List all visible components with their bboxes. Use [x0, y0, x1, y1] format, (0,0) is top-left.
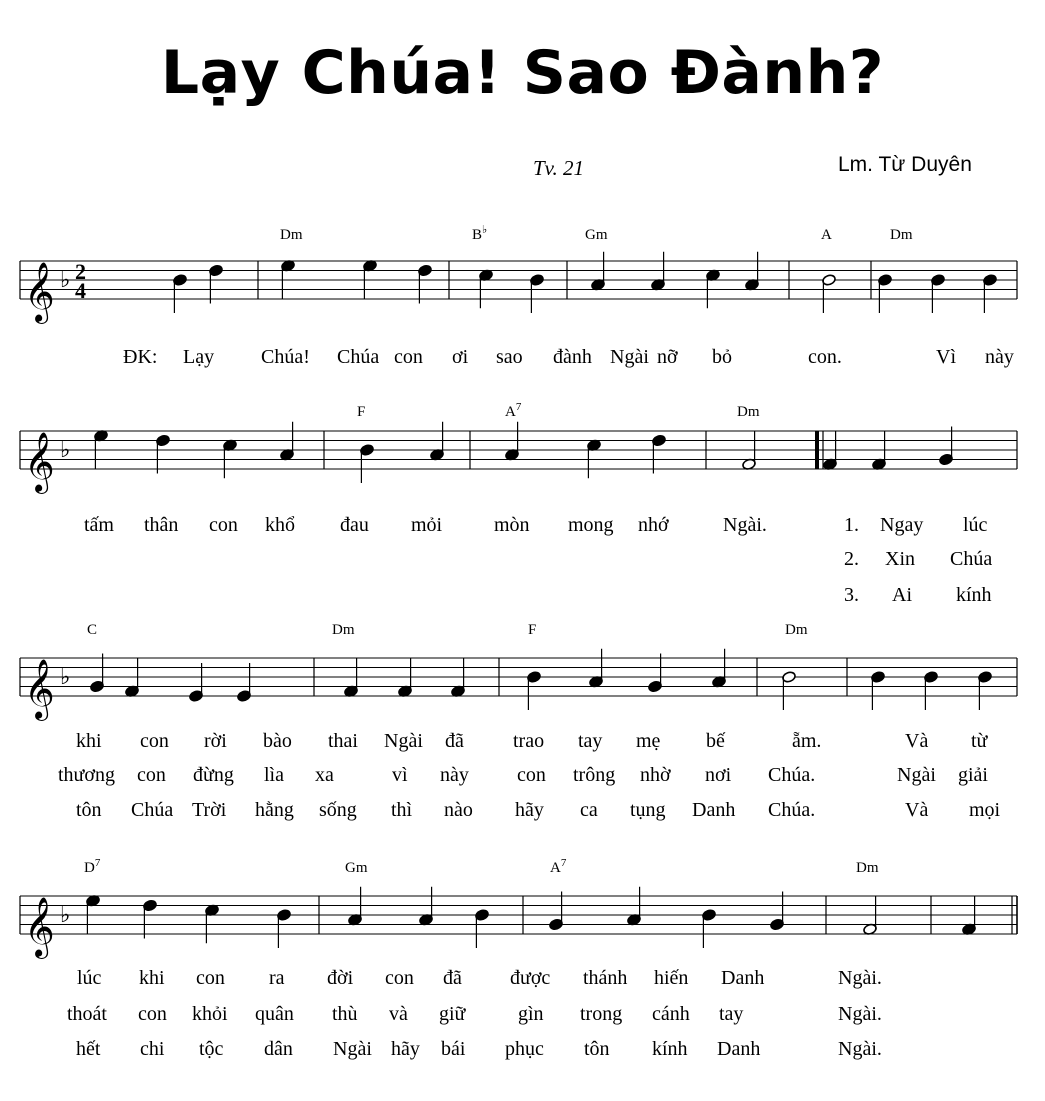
lyric-syllable: thoát — [67, 1003, 107, 1025]
lyric-syllable: sao — [496, 346, 523, 368]
lyric-syllable: gìn — [518, 1003, 544, 1025]
composer-credit: Lm. Từ Duyên — [838, 153, 972, 176]
lyric-syllable: bế — [706, 730, 725, 752]
chord-root: A — [505, 404, 516, 420]
song-title: Lạy Chúa! Sao Đành? — [160, 38, 885, 108]
lyric-syllable: Chúa. — [768, 764, 816, 786]
lyric-syllable: Chúa — [131, 799, 174, 821]
lyric-syllable: ca — [580, 799, 598, 821]
lyric-syllable: con — [137, 764, 166, 786]
lyric-syllable: con — [209, 514, 238, 536]
staff-system-4 — [20, 857, 1017, 1060]
lyric-syllable: xa — [315, 764, 334, 786]
lyric-syllable: ra — [269, 967, 285, 989]
lyric-syllable: kính — [956, 584, 992, 606]
lyric-syllable: Ngài. — [838, 967, 882, 989]
lyric-syllable: Xin — [885, 548, 915, 570]
treble-clef-icon: 𝄞 — [24, 264, 55, 321]
lyric-syllable: con — [140, 730, 169, 752]
lyric-syllable: trao — [513, 730, 545, 752]
chord-root: Dm — [737, 404, 760, 420]
lyric-syllable: chi — [140, 1038, 165, 1060]
lyric-syllable: hằng — [255, 799, 294, 821]
lyric-syllable: đã — [445, 730, 464, 752]
chord-symbol — [505, 401, 522, 420]
lyric-syllable: khổ — [265, 514, 295, 536]
lyric-syllable: rời — [204, 730, 227, 752]
lyric-syllable: đành — [553, 346, 592, 368]
lyric-syllable: nào — [444, 799, 473, 821]
lyric-syllable: Chúa — [950, 548, 993, 570]
lyric-syllable: tụng — [630, 799, 666, 821]
lyric-syllable: khỏi — [192, 1003, 228, 1025]
lyric-syllable: sống — [319, 799, 357, 821]
lyric-syllable: giải — [958, 764, 988, 786]
lyric-syllable: Danh — [721, 967, 765, 989]
lyric-syllable: Danh — [717, 1038, 761, 1060]
chord-symbol — [528, 622, 536, 638]
chord-symbol — [84, 857, 101, 876]
lyric-syllable: mỏi — [411, 514, 443, 536]
lyric-syllable: bỏ — [712, 346, 732, 368]
lyric-syllable: ĐK: — [123, 346, 158, 368]
chord-symbol — [345, 860, 368, 876]
lyric-syllable: Chúa. — [768, 799, 816, 821]
lyric-syllable: hết — [76, 1038, 101, 1060]
lyric-syllable: mẹ — [636, 730, 661, 752]
lyric-syllable: đau — [340, 514, 369, 536]
chord-root: A — [550, 860, 561, 876]
lyric-syllable: mọi — [969, 799, 1001, 821]
lyric-syllable: bái — [441, 1038, 466, 1060]
chord-symbol — [585, 227, 608, 243]
lyric-syllable: lúc — [77, 967, 102, 989]
lyric-syllable: con — [385, 967, 414, 989]
lyric-syllable: phục — [505, 1038, 544, 1060]
lyric-syllable: vì — [392, 764, 408, 786]
lyric-syllable: lìa — [264, 764, 284, 786]
lyric-syllable: hiến — [654, 967, 689, 989]
lyric-syllable: tấm — [84, 514, 114, 536]
lyric-syllable: này — [440, 764, 469, 786]
lyric-syllable: Ngài. — [838, 1038, 882, 1060]
chord-extension: ♭ — [482, 224, 488, 236]
chord-symbol — [821, 227, 832, 243]
lyric-syllable: tôn — [76, 799, 102, 821]
lyric-syllable: từ — [971, 730, 988, 752]
lyric-syllable: Ngài — [610, 346, 649, 368]
lyric-syllable: thân — [144, 514, 179, 536]
lyric-syllable: con — [196, 967, 225, 989]
chord-root: D — [84, 860, 95, 876]
psalm-reference: Tv. 21 — [533, 156, 584, 180]
lyric-syllable: Ngài — [897, 764, 936, 786]
chord-symbol — [472, 224, 487, 243]
chord-symbol — [737, 404, 760, 420]
chord-root: Gm — [345, 860, 368, 876]
chord-root: A — [821, 227, 832, 243]
lyric-syllable: lúc — [963, 514, 988, 536]
lyric-syllable: ơi — [452, 346, 469, 368]
staff-system-1 — [20, 224, 1017, 368]
lyric-syllable: mong — [568, 514, 614, 536]
lyric-syllable: khi — [76, 730, 102, 752]
lyric-syllable: thánh — [583, 967, 628, 989]
lyric-syllable: đừng — [193, 764, 234, 786]
chord-root: Dm — [280, 227, 303, 243]
chord-extension: 7 — [94, 857, 101, 869]
lyric-syllable: 3. — [844, 584, 859, 606]
chord-symbol — [87, 622, 97, 638]
lyric-syllable: Và — [905, 730, 929, 752]
lyric-syllable: Ngài — [384, 730, 423, 752]
lyric-syllable: con — [138, 1003, 167, 1025]
chord-symbol — [550, 857, 567, 876]
lyric-syllable: kính — [652, 1038, 688, 1060]
flat-key-signature-icon: ♭ — [60, 437, 71, 462]
chord-symbol — [332, 622, 355, 638]
chord-root: F — [528, 622, 537, 638]
chord-root: C — [87, 622, 98, 638]
chord-symbol — [785, 622, 808, 638]
treble-clef-icon: 𝄞 — [24, 899, 55, 956]
lyric-syllable: Chúa! — [261, 346, 310, 368]
treble-clef-icon: 𝄞 — [24, 434, 55, 491]
lyric-syllable: được — [510, 967, 551, 989]
flat-key-signature-icon: ♭ — [60, 902, 71, 927]
treble-clef-icon: 𝄞 — [24, 661, 55, 718]
lyric-syllable: con — [517, 764, 546, 786]
lyric-syllable: hãy — [391, 1038, 420, 1060]
lyric-syllable: và — [389, 1003, 408, 1025]
lyric-syllable: tôn — [584, 1038, 610, 1060]
lyric-syllable: 2. — [844, 548, 859, 570]
lyric-syllable: Ngài — [333, 1038, 372, 1060]
lyric-syllable: nhờ — [640, 764, 671, 786]
lyric-syllable: đời — [327, 967, 354, 989]
lyric-syllable: mòn — [494, 514, 530, 536]
lyric-syllable: đã — [443, 967, 462, 989]
lyric-syllable: con. — [808, 346, 842, 368]
lyric-syllable: thì — [391, 799, 413, 821]
flat-key-signature-icon: ♭ — [60, 267, 71, 292]
lyric-syllable: Lạy — [183, 346, 215, 368]
chord-root: B — [472, 227, 483, 243]
flat-key-signature-icon: ♭ — [60, 664, 71, 689]
lyric-syllable: 1. — [844, 514, 859, 536]
time-signature-bottom: 4 — [75, 278, 86, 303]
lyric-syllable: Ngay — [880, 514, 924, 536]
lyric-syllable: Trời — [192, 799, 227, 821]
lyric-syllable: con — [394, 346, 423, 368]
chord-symbol — [357, 404, 365, 420]
chord-symbol — [856, 860, 879, 876]
lyric-syllable: Ngài. — [838, 1003, 882, 1025]
lyric-syllable: tay — [719, 1003, 744, 1025]
lyric-syllable: trông — [573, 764, 616, 786]
lyric-syllable: Vì — [936, 346, 956, 368]
lyric-syllable: bào — [263, 730, 292, 752]
time-signature-top: 2 — [75, 259, 86, 284]
chord-symbol — [890, 227, 913, 243]
lyric-syllable: quân — [255, 1003, 294, 1025]
chord-extension: 7 — [515, 401, 522, 413]
lyric-syllable: thù — [332, 1003, 358, 1025]
lyric-syllable: Danh — [692, 799, 736, 821]
lyric-syllable: này — [985, 346, 1014, 368]
lyric-syllable: Ngài. — [723, 514, 767, 536]
lyric-syllable: ẵm. — [792, 730, 822, 752]
lyric-syllable: thai — [328, 730, 358, 752]
lyric-syllable: tộc — [199, 1038, 224, 1060]
chord-extension: 7 — [560, 857, 567, 869]
chord-root: F — [357, 404, 366, 420]
staff-system-3 — [20, 622, 1017, 821]
lyric-syllable: nhớ — [638, 514, 669, 536]
lyric-syllable: trong — [580, 1003, 623, 1025]
chord-root: Dm — [856, 860, 879, 876]
lyric-syllable: khi — [139, 967, 165, 989]
lyric-syllable: Ai — [892, 584, 912, 606]
lyric-syllable: nỡ — [657, 346, 678, 368]
lyric-syllable: giữ — [439, 1003, 466, 1025]
chord-root: Gm — [585, 227, 608, 243]
lyric-syllable: tay — [578, 730, 603, 752]
lyric-syllable: nơi — [705, 764, 732, 786]
lyric-syllable: hãy — [515, 799, 544, 821]
staff-system-2 — [20, 401, 1017, 606]
lyric-syllable: Và — [905, 799, 929, 821]
chord-root: Dm — [332, 622, 355, 638]
chord-root: Dm — [785, 622, 808, 638]
lyric-syllable: Chúa — [337, 346, 380, 368]
chord-symbol — [280, 227, 303, 243]
lyric-syllable: thương — [58, 764, 115, 786]
lyric-syllable: dân — [264, 1038, 293, 1060]
lyric-syllable: cánh — [652, 1003, 690, 1025]
chord-root: Dm — [890, 227, 913, 243]
